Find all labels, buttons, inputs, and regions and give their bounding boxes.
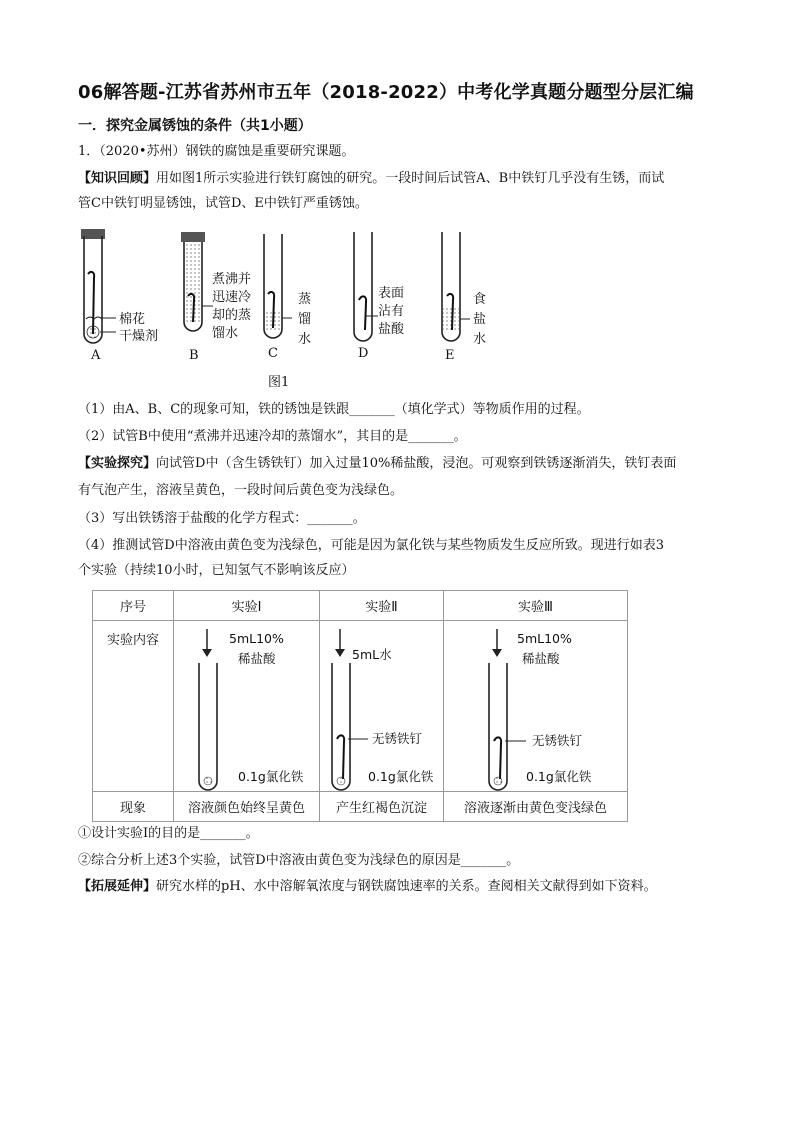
section-heading: 一．探究金属锈蚀的条件（共1小题） <box>78 118 312 134</box>
question-1-4a: ①设计实验Ⅰ的目的是_______。 <box>78 826 259 841</box>
obs-cell: 产生红褐色沉淀 <box>320 792 444 822</box>
question-1-4-line2: 个实验（持续10小时，已知氢气不影响该反应） <box>78 563 355 578</box>
exp3-cell <box>444 621 628 792</box>
label-b4: 馏水 <box>212 326 239 341</box>
label-e1: 食 <box>473 292 487 307</box>
label-b1: 煮沸并 <box>212 272 252 287</box>
label-d3: 盐酸 <box>378 322 405 337</box>
document-title: 06解答题-江苏省苏州市五年（2018-2022）中考化学真题分题型分层汇编 <box>78 82 694 103</box>
exp3-solid: 0.1g氯化铁 <box>526 769 592 784</box>
extension-text: 研究水样的pH、水中溶解氧浓度与钢铁腐蚀速率的关系。查阅相关文献得到如下资料。 <box>156 879 657 894</box>
question-1-4b: ②综合分析上述3个实验，试管D中溶液由黄色变为浅绿色的原因是_______。 <box>78 853 520 868</box>
label-b2: 迅速冷 <box>212 290 252 305</box>
label-d1: 表面 <box>378 286 405 301</box>
exp1-cell <box>174 621 320 792</box>
exp1-solid: 0.1g氯化铁 <box>238 769 304 784</box>
exp3-nail: 无锈铁钉 <box>532 733 583 748</box>
label-b3: 却的蒸 <box>212 308 252 323</box>
label-cotton: 棉花 <box>119 312 146 327</box>
figure-caption: 图1 <box>268 375 290 390</box>
tube-a <box>81 229 116 343</box>
exp2-solid: 0.1g氯化铁 <box>368 769 434 784</box>
header-cell: 实验Ⅲ <box>444 591 628 621</box>
extension-tag: 【拓展延伸】 <box>78 879 157 894</box>
label-c2: 馏 <box>298 312 312 327</box>
exp3-reagent-2: 稀盐酸 <box>522 651 560 666</box>
tube-e <box>442 232 470 341</box>
header-cell: 实验Ⅱ <box>320 591 444 621</box>
recall-text: 用如图1所示实验进行铁钉腐蚀的研究。一段时间后试管A、B中铁钉几乎没有生锈，而试 <box>156 171 665 186</box>
row-label: 实验内容 <box>93 621 174 792</box>
label-c3: 水 <box>298 332 312 347</box>
exp1-figure <box>174 621 319 791</box>
exp3-figure <box>444 621 627 791</box>
tube-label-c: C <box>268 346 278 361</box>
exp2-cell <box>320 621 444 792</box>
header-cell: 序号 <box>93 591 174 621</box>
recall-tag: 【知识回顾】 <box>78 171 157 186</box>
table-row-observation <box>93 792 628 822</box>
tube-label-b: B <box>189 348 199 363</box>
explore-tag: 【实验探究】 <box>78 456 157 471</box>
question-1-2: （2）试管B中使用“煮沸并迅速冷却的蒸馏水”，其目的是_______。 <box>78 429 467 444</box>
exp2-reagent: 5mL水 <box>352 647 392 662</box>
explore-line1 <box>78 453 676 475</box>
tube-b <box>181 232 213 331</box>
explore-text: 向试管D中（含生锈铁钉）加入过量10%稀盐酸，浸泡。可观察到铁锈逐渐消失，铁钉表面 <box>156 456 677 471</box>
obs-cell: 溶液逐渐由黄色变浅绿色 <box>444 792 628 822</box>
obs-cell: 溶液颜色始终呈黄色 <box>174 792 320 822</box>
exp1-reagent-1: 5mL10% <box>229 631 284 646</box>
question-intro: 1．（2020•苏州）钢铁的腐蚀是重要研究课题。 <box>78 144 355 159</box>
tube-label-a: A <box>91 348 101 363</box>
label-c1: 蒸 <box>298 292 312 307</box>
exp1-reagent-2: 稀盐酸 <box>238 651 276 666</box>
question-1-3: （3）写出铁锈溶于盐酸的化学方程式：_______。 <box>78 511 366 526</box>
table-header-row <box>93 591 628 621</box>
experiment-table <box>92 590 628 822</box>
exp2-figure <box>320 621 443 791</box>
question-1-1: （1）由A、B、C的现象可知，铁的锈蚀是铁跟_______（填化学式）等物质作用的过程。 <box>78 402 590 417</box>
tube-label-d: D <box>358 346 369 361</box>
knowledge-recall-line2: 管C中铁钉明显锈蚀，试管D、E中铁钉严重锈蚀。 <box>78 196 368 211</box>
label-d2: 沾有 <box>378 304 405 319</box>
extension-line <box>78 876 657 898</box>
label-e3: 水 <box>473 332 487 347</box>
table-row-content <box>93 621 628 792</box>
tube-d <box>354 232 378 341</box>
exp2-nail: 无锈铁钉 <box>372 731 423 746</box>
header-cell: 实验Ⅰ <box>174 591 320 621</box>
question-1-4-line1: （4）推测试管D中溶液由黄色变为浅绿色，可能是因为氯化铁与某些物质发生反应所致。现进行如表3 <box>78 538 664 553</box>
knowledge-recall-line1 <box>78 168 664 190</box>
row-label: 现象 <box>93 792 174 822</box>
explore-line2: 有气泡产生，溶液呈黄色，一段时间后黄色变为浅绿色。 <box>78 483 404 498</box>
figure-1 <box>78 224 548 394</box>
tube-label-e: E <box>445 348 455 363</box>
tube-c <box>264 234 292 338</box>
exp3-reagent-1: 5mL10% <box>517 631 572 646</box>
label-e2: 盐 <box>473 312 487 327</box>
label-desiccant: 干燥剂 <box>119 329 159 344</box>
